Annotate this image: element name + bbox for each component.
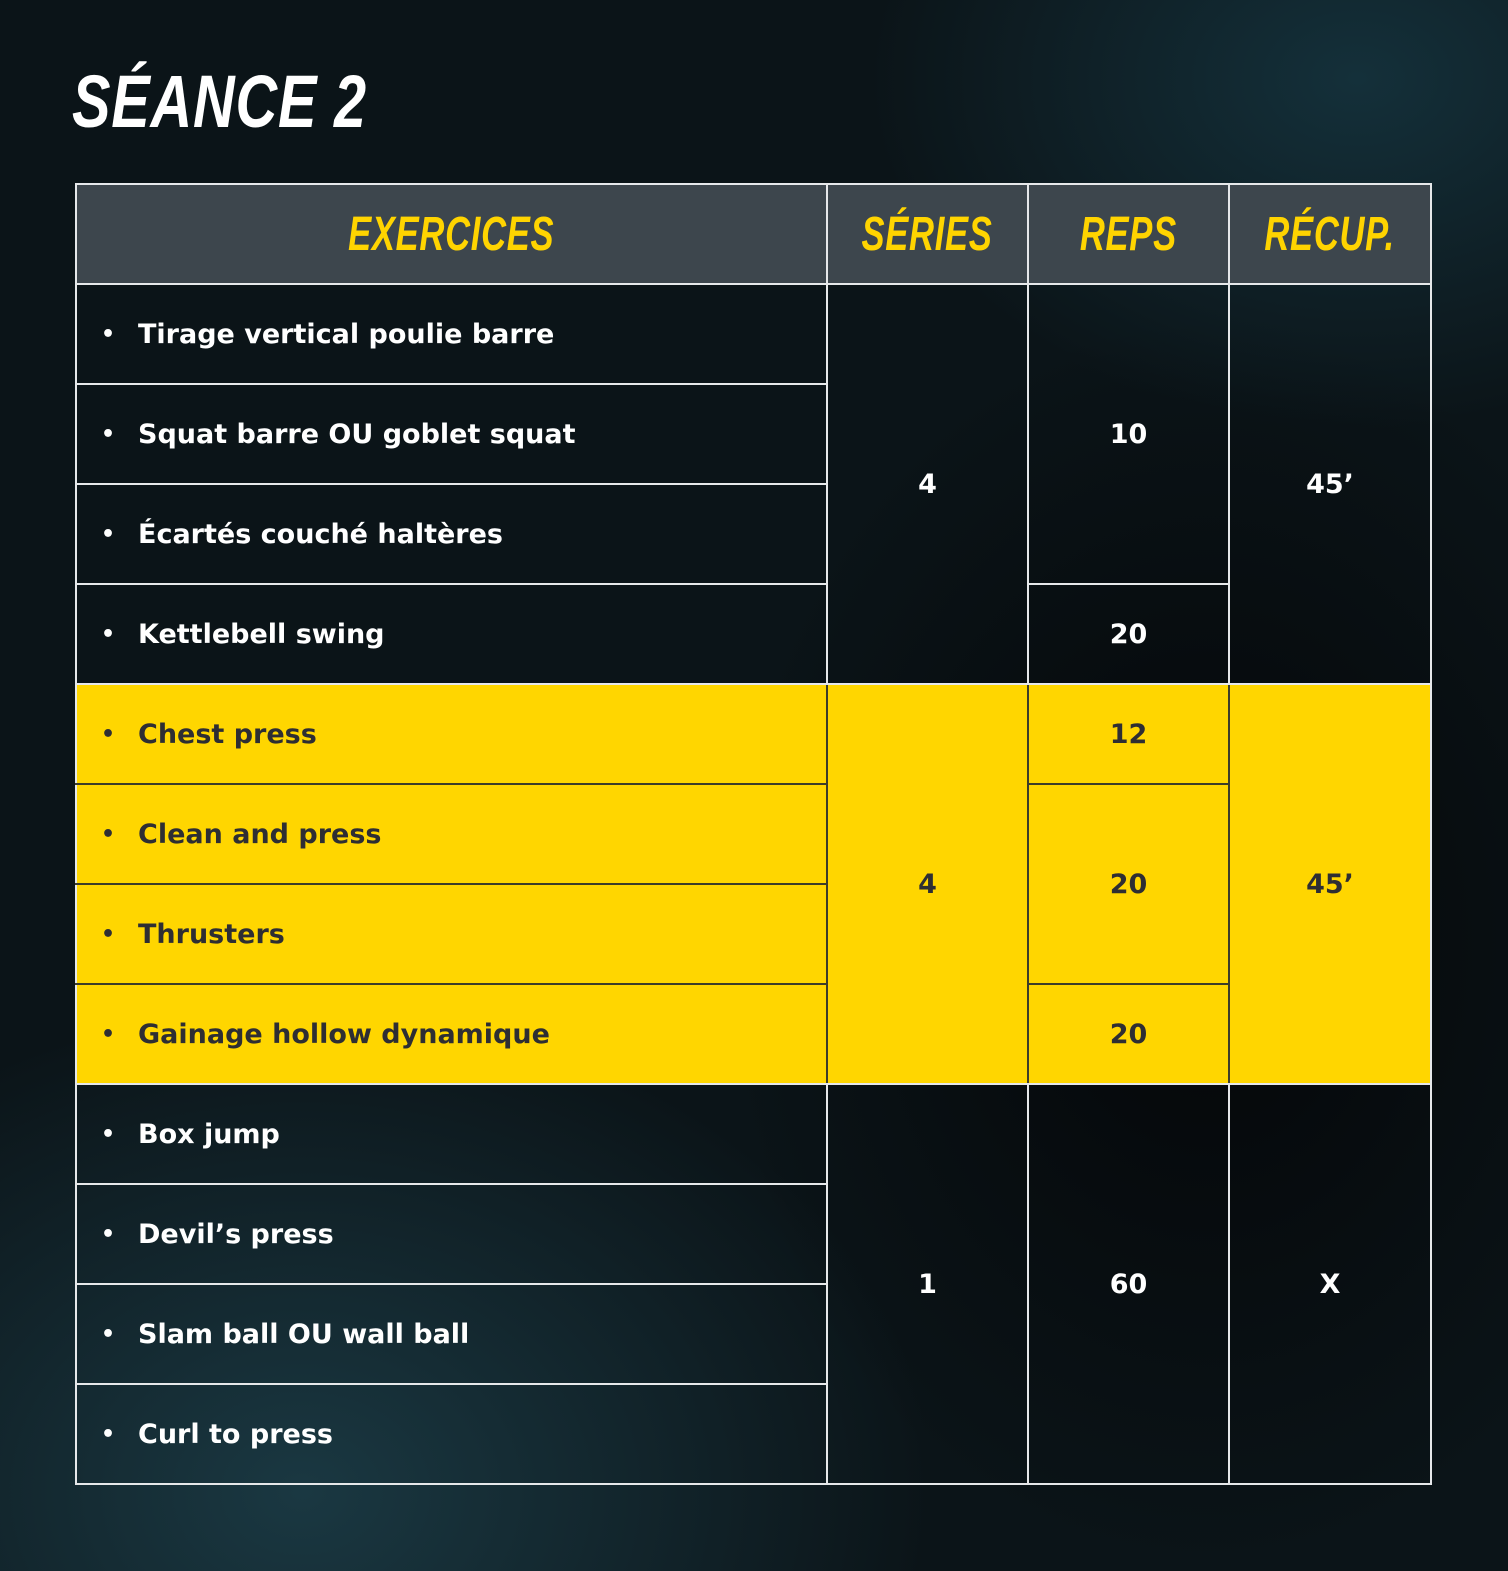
bullet-icon: • (101, 421, 116, 447)
header-series: SÉRIES (827, 184, 1028, 284)
bullet-icon: • (101, 1321, 116, 1347)
reps-cell: 20 (1028, 584, 1229, 684)
series-cell: 4 (827, 684, 1028, 1084)
exercise-cell: • Curl to press (76, 1384, 827, 1484)
table-row (76, 684, 1431, 784)
exercise-cell: • Tirage vertical poulie barre (76, 284, 827, 384)
bullet-icon: • (101, 321, 116, 347)
exercise-cell: • Squat barre OU goblet squat (76, 384, 827, 484)
bullet-icon: • (101, 921, 116, 947)
bullet-icon: • (101, 721, 116, 747)
table-row (76, 584, 1431, 684)
rest-cell: X (1229, 1084, 1431, 1484)
exercise-cell: • Box jump (76, 1084, 827, 1184)
exercise-cell: • Chest press (76, 684, 827, 784)
bullet-icon: • (101, 1421, 116, 1447)
table-row (76, 1084, 1431, 1184)
exercise-cell: • Devil’s press (76, 1184, 827, 1284)
exercise-cell: • Écartés couché haltères (76, 484, 827, 584)
header-reps: REPS (1028, 184, 1229, 284)
series-cell: 4 (827, 284, 1028, 684)
bullet-icon: • (101, 1121, 116, 1147)
exercise-cell: • Kettlebell swing (76, 584, 827, 684)
exercise-cell: • Slam ball OU wall ball (76, 1284, 827, 1384)
bullet-icon: • (101, 1021, 116, 1047)
rest-cell: 45’ (1229, 284, 1431, 684)
bullet-icon: • (101, 521, 116, 547)
exercise-cell: • Thrusters (76, 884, 827, 984)
rest-cell: 45’ (1229, 684, 1431, 1084)
series-cell: 1 (827, 1084, 1028, 1484)
reps-cell: 20 (1028, 984, 1229, 1084)
header-rest: RÉCUP. (1229, 184, 1431, 284)
bullet-icon: • (101, 621, 116, 647)
table-row (76, 284, 1431, 384)
reps-cell: 60 (1028, 1084, 1229, 1484)
page-title: SÉANCE 2 (72, 60, 367, 143)
table-row (76, 784, 1431, 884)
exercise-cell: • Clean and press (76, 784, 827, 884)
bullet-icon: • (101, 821, 116, 847)
bullet-icon: • (101, 1221, 116, 1247)
table-header-row (76, 184, 1431, 284)
workout-table (75, 183, 1432, 1485)
reps-cell: 20 (1028, 784, 1229, 984)
table-row (76, 984, 1431, 1084)
reps-cell: 12 (1028, 684, 1229, 784)
exercise-cell: • Gainage hollow dynamique (76, 984, 827, 1084)
header-exercises: EXERCICES (76, 184, 827, 284)
reps-cell: 10 (1028, 284, 1229, 584)
